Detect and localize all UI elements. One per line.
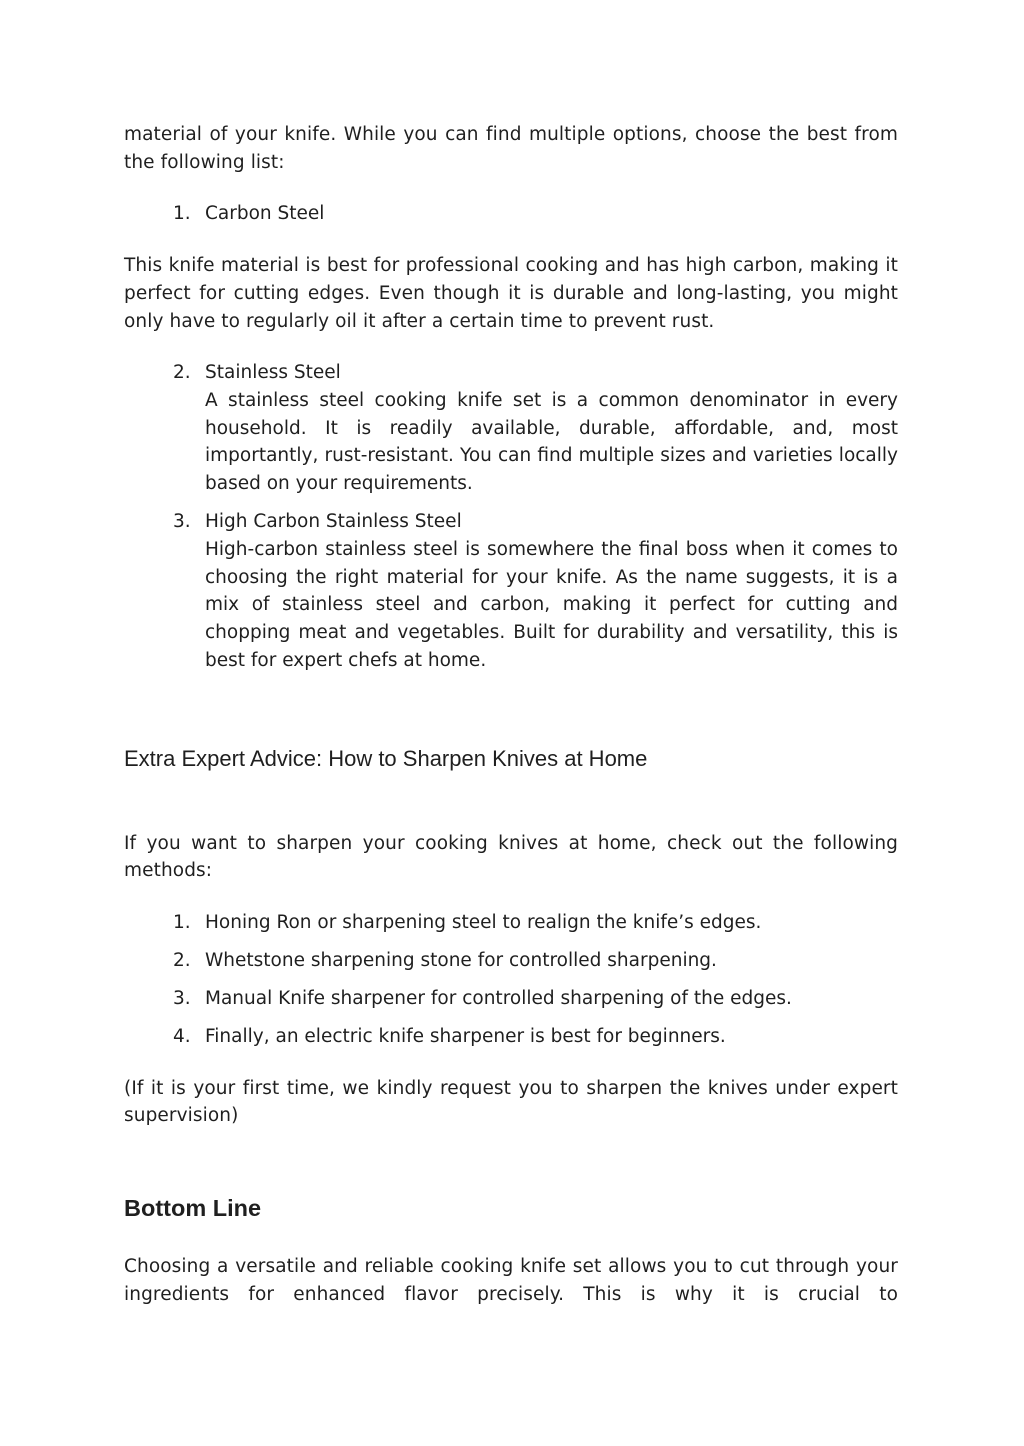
sharpening-methods-list [124, 909, 898, 1051]
list-item [124, 1023, 898, 1051]
list-item-description: High-carbon stainless steel is somewhere the final boss when it comes to choosing the right material for your knife. As the name suggests, it is a mix of stainless steel and carbon, making it perfect for cutting and chopping meat and vegetables. Built for durability and versatility, this is best for expert chefs at home. [205, 539, 898, 671]
list-number: 3. [173, 987, 191, 1009]
supervision-note: (If it is your first time, we kindly request you to sharpen the knives under expert supervision) [124, 1077, 898, 1127]
list-item-title: Stainless Steel [205, 362, 341, 384]
list-number: 3. [173, 511, 191, 533]
list-item-description: A stainless steel cooking knife set is a common denominator in every household. It is readily available, durable, affordable, and, most importantly, rust-resistant. You can find multiple sizes and varieties locally based on your requirements. [205, 389, 898, 495]
list-item-text: Honing Ron or sharpening steel to realign the knife’s edges. [205, 911, 762, 933]
list-number: 1. [173, 911, 191, 933]
list-item-text: Finally, an electric knife sharpener is best for beginners. [205, 1025, 726, 1047]
list-item-title: Carbon Steel [205, 203, 325, 225]
bottom-line-paragraph: Choosing a versatile and reliable cooking knife set allows you to cut through your ingredients for enhanced flavor precisely. This is why it is crucial to [124, 1256, 898, 1305]
list-item-carbon-steel [124, 200, 898, 228]
list-item [124, 947, 898, 975]
list-item-stainless-steel [124, 359, 898, 498]
list-item-high-carbon-stainless-steel [124, 508, 898, 674]
document-page [124, 121, 898, 1308]
list-item-text: Whetstone sharpening stone for controlled sharpening. [205, 949, 717, 971]
list-number: 2. [173, 362, 191, 384]
intro-paragraph: material of your knife. While you can find multiple options, choose the best from the following list: [124, 124, 898, 173]
list-number: 2. [173, 949, 191, 971]
materials-list-part-1 [124, 200, 898, 228]
list-item [124, 909, 898, 937]
list-item-text: Manual Knife sharpener for controlled sharpening of the edges. [205, 987, 792, 1009]
list-number: 4. [173, 1025, 191, 1047]
sharpen-intro-paragraph: If you want to sharpen your cooking knives at home, check out the following methods: [124, 832, 898, 882]
list-item-title: High Carbon Stainless Steel [205, 511, 462, 533]
list-item [124, 985, 898, 1013]
sharpen-section-heading: Extra Expert Advice: How to Sharpen Knives at Home [124, 745, 648, 771]
list-number: 1. [173, 203, 191, 225]
bottom-line-heading: Bottom Line [124, 1195, 262, 1222]
carbon-steel-paragraph: This knife material is best for professional cooking and has high carbon, making it perfect for cutting edges. Even though it is durable and long-lasting, you might only have to regularly oil it after a certain time to prevent rust. [124, 255, 898, 332]
materials-list-part-2 [124, 359, 898, 674]
